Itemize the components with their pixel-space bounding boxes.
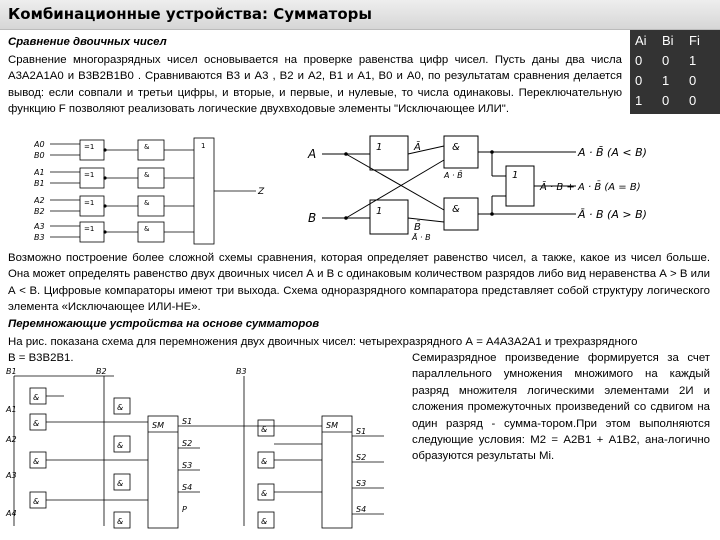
truth-cell: 1 — [689, 112, 697, 128]
s-label: S1 — [182, 417, 193, 426]
input-label: B0 — [34, 151, 45, 160]
comparison-heading: Сравнение двоичных чисел — [8, 36, 167, 48]
multiply-heading: Перемножающие устройства на основе сумматоров — [8, 318, 320, 330]
s-label: S4 — [356, 505, 367, 514]
inverter-label: 1 — [201, 142, 206, 150]
comparator-circuit-diagram — [34, 136, 302, 248]
and-label: & — [144, 225, 150, 233]
multiply-line-1: На рис. показана схема для перемножения двух двоичных чисел: четырехразрядного А = А4А3А2А1 и трехразрядного — [8, 336, 638, 348]
and-label: & — [117, 479, 124, 488]
truth-cell: 1 — [662, 72, 670, 88]
truth-header: Bi — [662, 32, 674, 48]
truth-cell: 0 — [689, 72, 697, 88]
xor-label: =1 — [84, 171, 95, 179]
s-label: S4 — [182, 483, 193, 492]
page-title: Комбинационные устройства: Сумматоры — [8, 5, 372, 23]
and-label: & — [144, 199, 150, 207]
a-input-label: A4 — [6, 509, 17, 518]
and-output-label: A · B̄ — [444, 171, 463, 180]
s-label: S1 — [356, 427, 367, 436]
multiply-line-2: В = В3В2В1. — [8, 352, 74, 364]
input-label: B3 — [34, 233, 45, 242]
s-label: S3 — [182, 461, 193, 470]
truth-cell: 0 — [689, 92, 697, 108]
input-label: A1 — [34, 168, 45, 177]
nor-label: 1 — [512, 170, 519, 181]
inverter-label: 1 — [376, 206, 383, 217]
title-bar — [0, 0, 720, 30]
and-label: & — [117, 403, 124, 412]
truth-cell: 1 — [662, 112, 670, 128]
a-input-label: A3 — [6, 471, 17, 480]
and-label: & — [117, 517, 124, 526]
input-label: A2 — [34, 196, 45, 205]
input-label: B1 — [34, 179, 45, 188]
input-label: A3 — [34, 222, 45, 231]
comparator-paragraph: Возможно построение более сложной схемы сравнения, которая определяет равенство чисел, а также, какое из чисел больше. Она может определять равенство двух двоичных чисел А и В с одинаковым количеством разрядов либо вид неравенства А > В или А < В. Цифровые компараторы имеют три выхода. Схема одноразрядного компаратора представляет собой структуру логического элемента «Исключающее ИЛИ-НЕ». — [8, 252, 710, 314]
truth-cell: 0 — [662, 52, 670, 68]
output-a-less-b: A · B̄ (A < B) — [578, 146, 647, 159]
input-label: B2 — [34, 207, 45, 216]
and-label: & — [261, 457, 268, 466]
truth-cell: 1 — [635, 112, 643, 128]
truth-cell: 0 — [662, 92, 670, 108]
truth-cell: 1 — [689, 52, 697, 68]
b-bar-label: B̄ — [414, 222, 421, 233]
s-label: S2 — [356, 453, 367, 462]
truth-cell: 0 — [635, 72, 643, 88]
s-label: S2 — [182, 439, 193, 448]
and-label: & — [117, 441, 124, 450]
truth-cell: 0 — [635, 52, 643, 68]
and-label: & — [261, 517, 268, 526]
and-label: & — [261, 489, 268, 498]
output-label: Z — [258, 187, 265, 197]
and-label: & — [144, 143, 150, 151]
one-bit-comparator-diagram — [306, 132, 716, 244]
input-b-label: B — [308, 211, 317, 225]
a-input-label: A1 — [6, 405, 17, 414]
input-a-label: A — [308, 147, 317, 161]
b3-label: B3 — [236, 367, 247, 376]
and-label: & — [33, 457, 40, 466]
xor-label: =1 — [84, 225, 95, 233]
truth-cell: 1 — [635, 92, 643, 108]
input-label: A0 — [34, 140, 45, 149]
s-label: S3 — [356, 479, 367, 488]
and-output-label: Ā · B — [412, 233, 431, 242]
b2-label: B2 — [96, 367, 107, 376]
output-a-greater-b: Ā · B (A > B) — [578, 208, 647, 221]
and-label: & — [261, 425, 268, 434]
and-label: & — [144, 171, 150, 179]
and-label: & — [452, 204, 460, 215]
xor-label: =1 — [84, 143, 95, 151]
and-label: & — [33, 419, 40, 428]
multiplier-circuit-diagram — [4, 366, 404, 538]
b1-label: B1 — [6, 367, 17, 376]
a-input-label: A2 — [6, 435, 17, 444]
and-label: & — [33, 393, 40, 402]
multiply-right-paragraph: Семиразрядное произведение формируется за счет параллельного умножения множимого на каждый разряд множителя логическими элементами 2И и сложения промежуточных произведений со сдвигом на один разряд - сумма-тором.При этом выполняются следующие условия: М2 = А2В1 + А1В2, ана-логично образуются результаты Мi. — [412, 352, 710, 463]
and-label: & — [452, 142, 460, 153]
output-a-equal-b: Ā · B + A · B̄ (A = B) — [540, 182, 641, 193]
truth-table — [630, 30, 720, 128]
a-bar-label: Ā — [414, 142, 421, 153]
inverter-label: 1 — [376, 142, 383, 153]
comparison-paragraph: Сравнение многоразрядных чисел основывается на проверке равенства цифр чисел. Пусть даны два числа А3А2А1А0 и В3В2В1В0 . Сравниваются В3 и А3 , В2 и А2, В1 и А1, В0 и А0, по результатам сравнения делается вывод: если совпали и третьи цифры, и вторые, и первые, и нулевые, то числа одинаковы. Переключательную функцию F позволяют реализовать логические двухвходовые элементы "Исключающее ИЛИ". — [8, 54, 622, 116]
sm-label: SM — [152, 421, 164, 430]
xor-label: =1 — [84, 199, 95, 207]
and-label: & — [33, 497, 40, 506]
sm-label: SM — [326, 421, 338, 430]
truth-header: Ai — [635, 32, 647, 48]
truth-header: Fi — [689, 32, 700, 48]
p-label: P — [182, 505, 187, 514]
